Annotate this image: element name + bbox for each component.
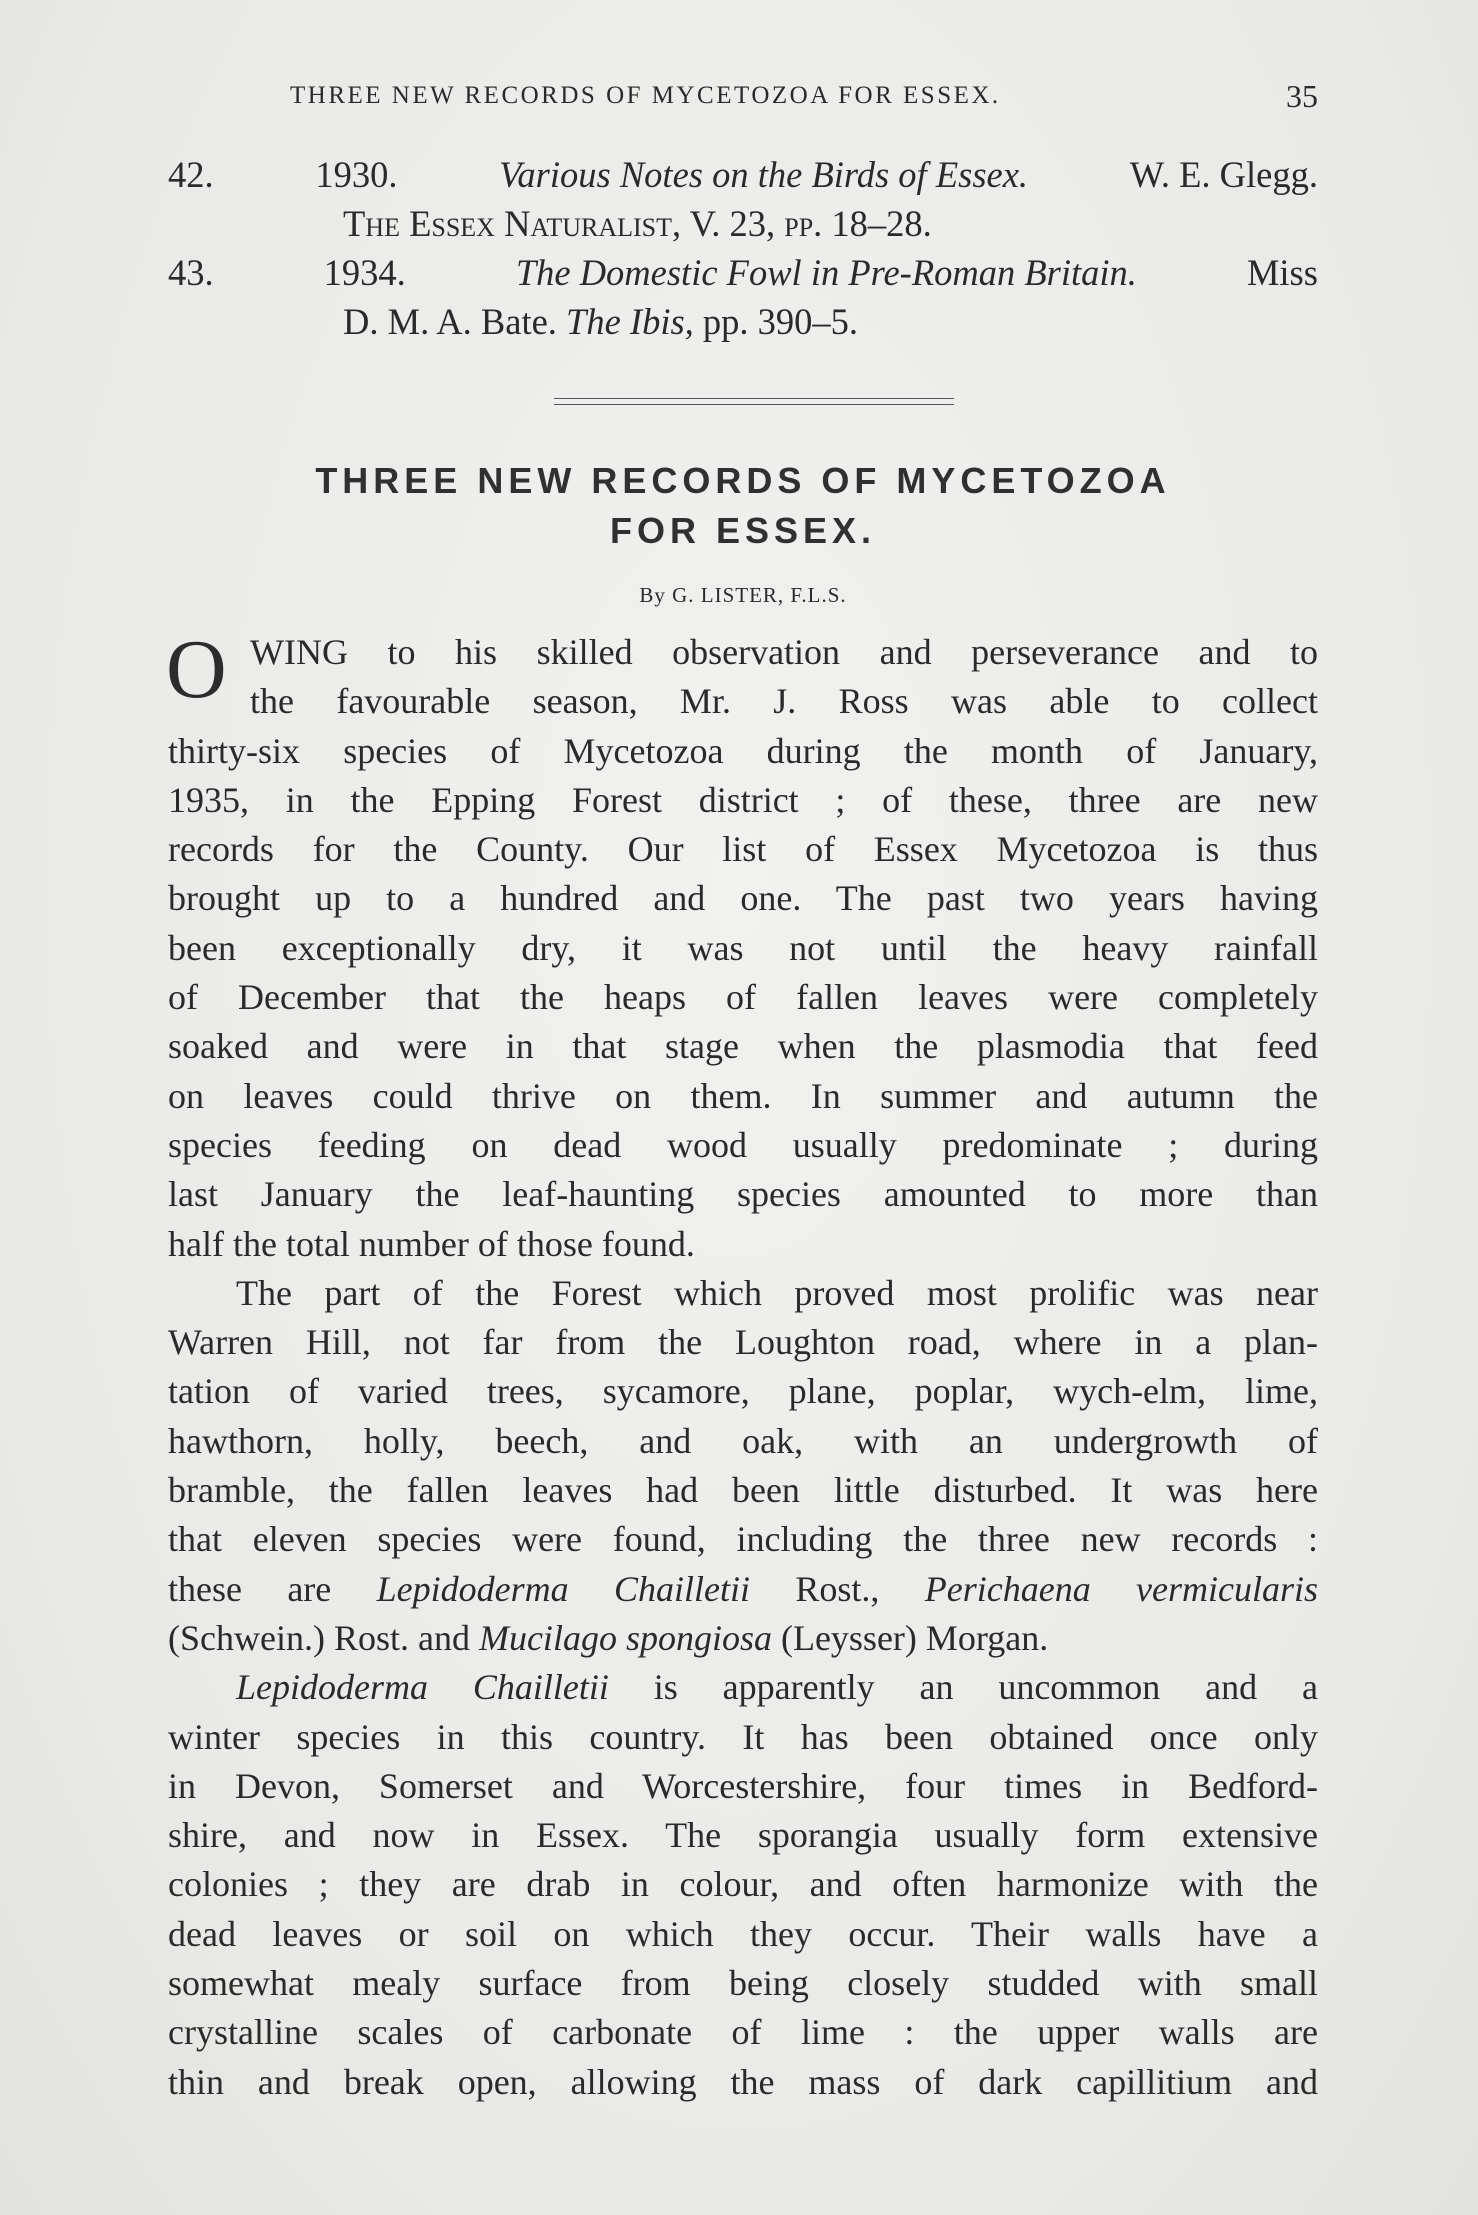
ref-year: 1930. bbox=[315, 154, 398, 195]
body-line: winter species in this country. It has been obtained once only bbox=[168, 1716, 1318, 1757]
body-line: 1935, in the Epping Forest district ; of these, three are new bbox=[168, 779, 1318, 820]
body-line: on leaves could thrive on them. In summer and autumn the bbox=[168, 1075, 1318, 1116]
ref-author-cont: D. M. A. Bate. bbox=[343, 301, 557, 342]
body-line: thirty-six species of Mycetozoa during the month of January, bbox=[168, 730, 1318, 771]
species-name: Lepidoderma Chailletii bbox=[376, 1568, 750, 1609]
body-line: brought up to a hundred and one. The past two years having bbox=[168, 878, 1318, 919]
body-line: the favourable season, Mr. J. Ross was able to collect bbox=[250, 681, 1318, 722]
species-name: Lepidoderma Chailletii bbox=[236, 1667, 609, 1708]
body-line: hawthorn, holly, beech, and oak, with an undergrowth of bbox=[168, 1420, 1318, 1461]
body-line: in Devon, Somerset and Worcestershire, four times in Bedford- bbox=[168, 1765, 1318, 1806]
body-line: tation of varied trees, sycamore, plane, poplar, wych-elm, lime, bbox=[168, 1371, 1318, 1412]
article-title-line2: FOR ESSEX. bbox=[609, 510, 877, 551]
drop-cap: O bbox=[166, 623, 227, 716]
ref-title: The Domestic Fowl in Pre-Roman Britain. bbox=[515, 252, 1137, 293]
body-line: half the total number of those found. bbox=[168, 1223, 695, 1264]
reference-list bbox=[168, 150, 1318, 346]
reference-43-line2 bbox=[168, 297, 1318, 346]
divider-rule bbox=[554, 404, 954, 405]
species-name: Perichaena vermicularis bbox=[924, 1568, 1319, 1609]
text-span: these are bbox=[168, 1568, 332, 1609]
ref-author: W. E. Glegg. bbox=[1129, 154, 1318, 195]
body-line-mixed bbox=[168, 1565, 1318, 1614]
ref-author: Miss bbox=[1246, 252, 1318, 293]
text-span: (Leysser) Morgan. bbox=[780, 1617, 1049, 1658]
divider-rule bbox=[554, 398, 954, 399]
text-span: Rost., bbox=[795, 1568, 880, 1609]
byline: By G. LISTER, F.L.S. bbox=[639, 583, 847, 607]
page-number: 35 bbox=[1286, 78, 1318, 114]
body-line-mixed bbox=[168, 1614, 1318, 1663]
body-line: that eleven species were found, including the three new records : bbox=[168, 1519, 1318, 1560]
text-span: (Schwein.) Rost. and bbox=[168, 1617, 470, 1658]
body-line: species feeding on dead wood usually predominate ; during bbox=[168, 1124, 1318, 1165]
body-line: bramble, the fallen leaves had been little disturbed. It was here bbox=[168, 1470, 1318, 1511]
running-title: THREE NEW RECORDS OF MYCETOZOA FOR ESSEX. bbox=[290, 82, 1001, 109]
ref-journal: The Ibis, bbox=[566, 301, 694, 342]
article-title-line1: THREE NEW RECORDS OF MYCETOZOA bbox=[315, 460, 1171, 501]
body-line: been exceptionally dry, it was not until the heavy rainfall bbox=[168, 927, 1318, 968]
body-line-mixed bbox=[168, 1663, 1318, 1712]
body-line: crystalline scales of carbonate of lime : the upper walls are bbox=[168, 2012, 1318, 2053]
body-line: records for the County. Our list of Essex Mycetozoa is thus bbox=[168, 829, 1318, 870]
reference-42-line1 bbox=[168, 150, 1318, 199]
text-span: is apparently an uncommon and a bbox=[653, 1667, 1319, 1708]
body-line: soaked and were in that stage when the plasmodia that feed bbox=[168, 1026, 1318, 1067]
reference-43-line1 bbox=[168, 248, 1318, 297]
body-line: The part of the Forest which proved most prolific was near bbox=[236, 1272, 1318, 1313]
body-line: somewhat mealy surface from being closely studded with small bbox=[168, 1963, 1318, 2004]
body-line: shire, and now in Essex. The sporangia usually form extensive bbox=[168, 1815, 1318, 1856]
body-line: last January the leaf-haunting species amounted to more than bbox=[168, 1174, 1318, 1215]
body-line: thin and break open, allowing the mass of dark capillitium and bbox=[168, 2061, 1318, 2102]
ref-source: The Essex Naturalist, V. 23, pp. 18–28. bbox=[343, 203, 932, 244]
article-body bbox=[166, 623, 1319, 2107]
ref-number: 42. bbox=[168, 154, 214, 195]
reference-42-line2 bbox=[168, 199, 1318, 248]
ref-title: Various Notes on the Birds of Essex. bbox=[499, 154, 1029, 195]
body-line: Warren Hill, not far from the Loughton road, where in a plan- bbox=[168, 1322, 1318, 1363]
ref-year: 1934. bbox=[323, 252, 406, 293]
body-line: of December that the heaps of fallen leaves were completely bbox=[168, 977, 1318, 1018]
ref-number: 43. bbox=[168, 252, 214, 293]
species-name: Mucilago spongiosa bbox=[478, 1617, 772, 1658]
body-line: dead leaves or soil on which they occur. Their walls have a bbox=[168, 1913, 1318, 1954]
body-line: WING to his skilled observation and perseverance and to bbox=[250, 632, 1318, 672]
ref-pages: pp. 390–5. bbox=[702, 301, 859, 342]
body-line: colonies ; they are drab in colour, and often harmonize with the bbox=[168, 1864, 1318, 1905]
